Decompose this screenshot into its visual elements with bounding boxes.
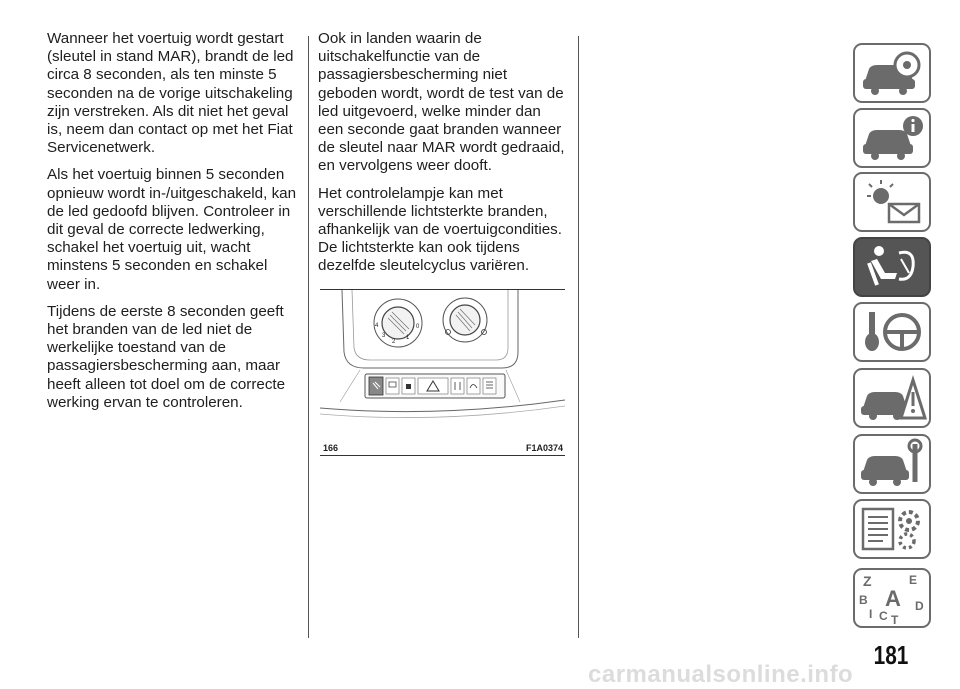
tab-car-info[interactable] [853, 108, 931, 168]
figure-code: F1A0374 [525, 443, 563, 453]
car-steering-search-icon [855, 45, 929, 101]
dial-label: 2 [392, 339, 396, 345]
tab-emergency[interactable] [853, 368, 931, 428]
warning-light-message-icon [855, 174, 929, 230]
tab-maintenance[interactable] [853, 434, 931, 494]
paragraph: Wanneer het voertuig wordt gestart (sleutel in stand MAR), brandt de led circa 8 seconden, als ten minste 5 seconden na de vorige uitschakeling zijn verstreken. Als dit niet het geval is, neem dan contact op met het Fiat Servicenetwerk. [47, 30, 294, 157]
specs-gears-icon [855, 501, 929, 557]
index-letter: T [891, 613, 899, 626]
tab-technical-data[interactable] [853, 499, 931, 559]
index-letter: D [915, 599, 924, 613]
index-letter: C [879, 609, 888, 623]
air-distribution-dial-icon [443, 298, 487, 342]
seat-airbag-icon [855, 239, 929, 295]
car-emergency-icon [855, 370, 929, 426]
dashboard-illustration [320, 290, 565, 440]
dial-label: 3 [382, 333, 386, 339]
text-column-right [318, 30, 568, 285]
dashboard-figure [320, 289, 565, 456]
page-number: 181 [873, 640, 909, 670]
column-divider [578, 36, 579, 638]
index-letter: A [885, 586, 901, 611]
tab-index[interactable] [853, 568, 931, 628]
index-letter: B [859, 593, 868, 607]
dial-label: 4 [375, 323, 379, 329]
paragraph: Het controlelampje kan met verschillende lichtsterkte branden, afhankelijk van de voertuigcondities. De lichtsterkte kan ook tijdens dezelfde sleutelcyclus variëren. [318, 184, 562, 275]
airbag-off-switch [369, 377, 383, 395]
column-divider [308, 36, 309, 638]
dial-label: 1 [406, 335, 410, 341]
index-letter: E [909, 573, 918, 587]
tab-warning-lights[interactable] [853, 172, 931, 232]
car-info-icon [855, 110, 929, 166]
figure-number: 166 [323, 443, 339, 453]
index-letter: I [869, 607, 873, 621]
tab-safety[interactable] [853, 237, 931, 297]
tab-car-controls[interactable] [853, 43, 931, 103]
car-wrench-icon [855, 436, 929, 492]
watermark: carmanualsonline.info [588, 661, 854, 688]
fan-speed-dial-icon [374, 299, 422, 347]
alphabet-index-icon [855, 570, 929, 626]
key-steering-wheel-icon [855, 304, 929, 360]
paragraph: Als het voertuig binnen 5 seconden opnieuw wordt in-/uitgeschakeld, kan de led gedoofd blijven. Controleer in dit geval de correcte ledwerking, schakel het voertuig uit, wacht minstens 5 seconden en schakel weer in. [47, 166, 297, 293]
text-column-left [47, 30, 299, 421]
tab-starting-driving[interactable] [853, 302, 931, 362]
dial-label: 0 [416, 324, 420, 330]
paragraph: Ook in landen waarin de uitschakelfunctie van de passagiersbescherming niet geboden wordt, wordt de test van de led uitgevoerd, welke minder dan een seconde gaat branden wanneer de sleutel naar MAR wordt gedraaid, en vervolgens weer dooft. [318, 30, 565, 175]
index-letter: Z [863, 573, 872, 589]
paragraph: Tijdens de eerste 8 seconden geeft het branden van de led niet de werkelijke toestand van de passagiersbescherming aan, maar heeft alleen tot doel om de correcte werking ervan te controleren. [47, 302, 286, 411]
